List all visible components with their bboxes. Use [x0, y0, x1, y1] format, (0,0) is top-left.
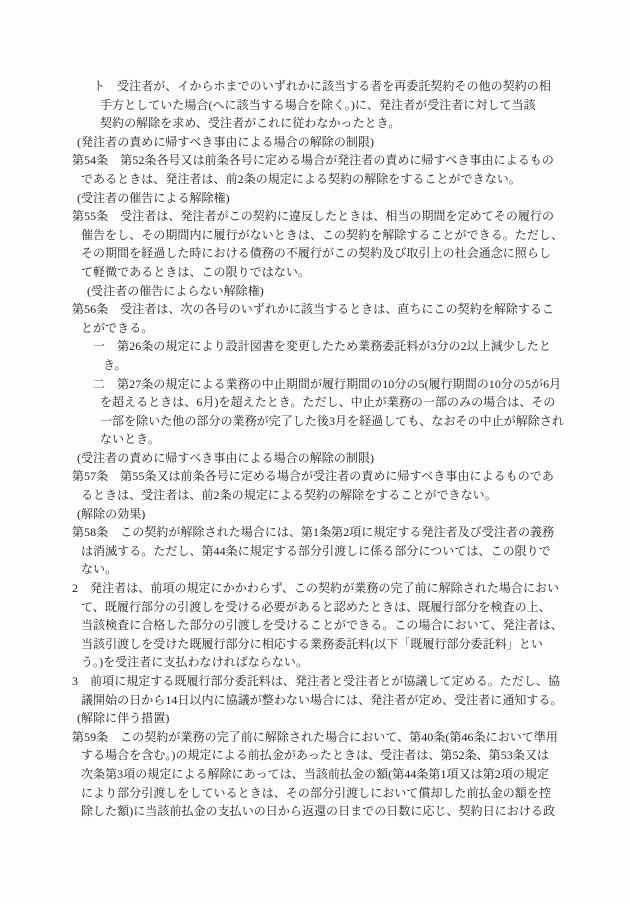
- document-line: (受注者の催告による解除権): [77, 190, 230, 205]
- document-line: 第54条 第52条各号又は前条各号に定める場合が発注者の責めに帰すべき事由によるもの: [72, 153, 554, 168]
- document-line: ト 受注者が、イからホまでのいずれかに該当する者を再委託契約その他の契約の相: [93, 79, 551, 93]
- document-line: 催告をし、その期間内に履行がないときは、この契約を解除することができる。ただし、: [81, 227, 564, 242]
- document-line: (解除に伴う措置): [77, 711, 170, 726]
- document-line: により部分引渡しをしているときは、その部分引渡しにおいて償却した前払金の額を控: [81, 785, 551, 800]
- document-line: を超えるときは、6月)を超えたとき。ただし、中止が業務の一部のみの場合は、その: [100, 395, 556, 410]
- document-line: (受注者の催告によらない解除権): [87, 283, 264, 298]
- document-line: 第55条 受注者は、発注者がこの契約に違反したときは、相当の期間を定めてその履行の: [72, 209, 555, 224]
- document-line: 除した額)に当該前払金の支払いの日から返還の日までの日数に応じ、契約日における政: [81, 804, 555, 819]
- document-line: て軽微であるときは、この限りではない。: [81, 264, 310, 279]
- document-line: 次条第3項の規定による解除にあっては、当該前払金の額(第44条第1項又は第2項の規定: [81, 766, 549, 781]
- document-line: 手方としていた場合(へに該当する場合を除く。)に、発注者が受注者に対して当該: [100, 97, 536, 112]
- document-line: は消滅する。ただし、第44条に規定する部分引渡しに係る部分については、この限りで: [81, 543, 551, 558]
- document-line: う。)を受注者に支払わなければならない。: [81, 655, 308, 670]
- document-line: ないとき。: [100, 432, 160, 447]
- document-line: 第59条 この契約が業務の完了前に解除された場合において、第40条(第46条において準用: [72, 729, 558, 744]
- document-line: 2 発注者は、前項の規定にかかわらず、この契約が業務の完了前に解除された場合におい: [72, 581, 560, 596]
- document-line: 当該検査に合格した部分の引渡しを受けることができる。この場合において、発注者は、: [81, 618, 563, 633]
- document-line: ない。: [81, 562, 118, 577]
- document-line: 一 第26条の規定により設計図書を変更したため業務委託料が3分の2以上減少したと: [93, 339, 552, 354]
- document-body: [72, 77, 622, 821]
- document-line: き。: [103, 357, 127, 372]
- document-line: 第56条 受注者は、次の各号のいずれかに該当するときは、直ちにこの契約を解除するこ: [72, 302, 555, 317]
- document-line: する場合を含む。)の規定による前払金があったときは、受注者は、第52条、第53条又は: [81, 748, 549, 763]
- document-line: 3 前項に規定する既履行部分委託料は、発注者と受注者とが協議して定める。ただし、協: [72, 674, 561, 688]
- document-line: (解除の効果): [77, 506, 146, 521]
- document-line: であるときは、発注者は、前2条の規定による契約の解除をすることができない。: [81, 171, 521, 186]
- document-line: 第57条 第55条又は前条各号に定める場合が受注者の責めに帰すべき事由によるものであ: [72, 469, 554, 484]
- document-line: 契約の解除を求め、受注者がこれに従わなかったとき。: [100, 116, 401, 131]
- document-line: 当該引渡しを受けた既履行部分に相応する業務委託料(以下「既履行部分委託料」とい: [81, 636, 543, 651]
- document-line: 二 第27条の規定による業務の中止期間が履行期間の10分の5(履行期間の10分の5が6月: [93, 376, 562, 391]
- document-line: るときは、受注者は、前2条の規定による契約の解除をすることができない。: [81, 488, 497, 503]
- document-line: とができる。: [81, 320, 154, 335]
- document-line: (受注者の責めに帰すべき事由による場合の解除の制限): [77, 450, 375, 465]
- document-line: て、既履行部分の引渡しを受ける必要があると認めたときは、既履行部分を検査の上、: [81, 599, 551, 614]
- document-line: 議開始の日から14日以内に協議が整わない場合には、発注者が定め、受注者に通知する。: [81, 692, 563, 707]
- document-line: 一部を除いた他の部分の業務が完了した後3月を経過しても、なおその中止が解除され: [100, 413, 564, 428]
- document-line: (発注者の責めに帰すべき事由による場合の解除の制限): [77, 134, 375, 149]
- document-line: 第58条 この契約が解除された場合には、第1条第2項に規定する発注者及び受注者の義務: [72, 525, 555, 540]
- document-line: その期間を経過した時における債務の不履行がこの契約及び取引上の社会通念に照らし: [81, 246, 551, 261]
